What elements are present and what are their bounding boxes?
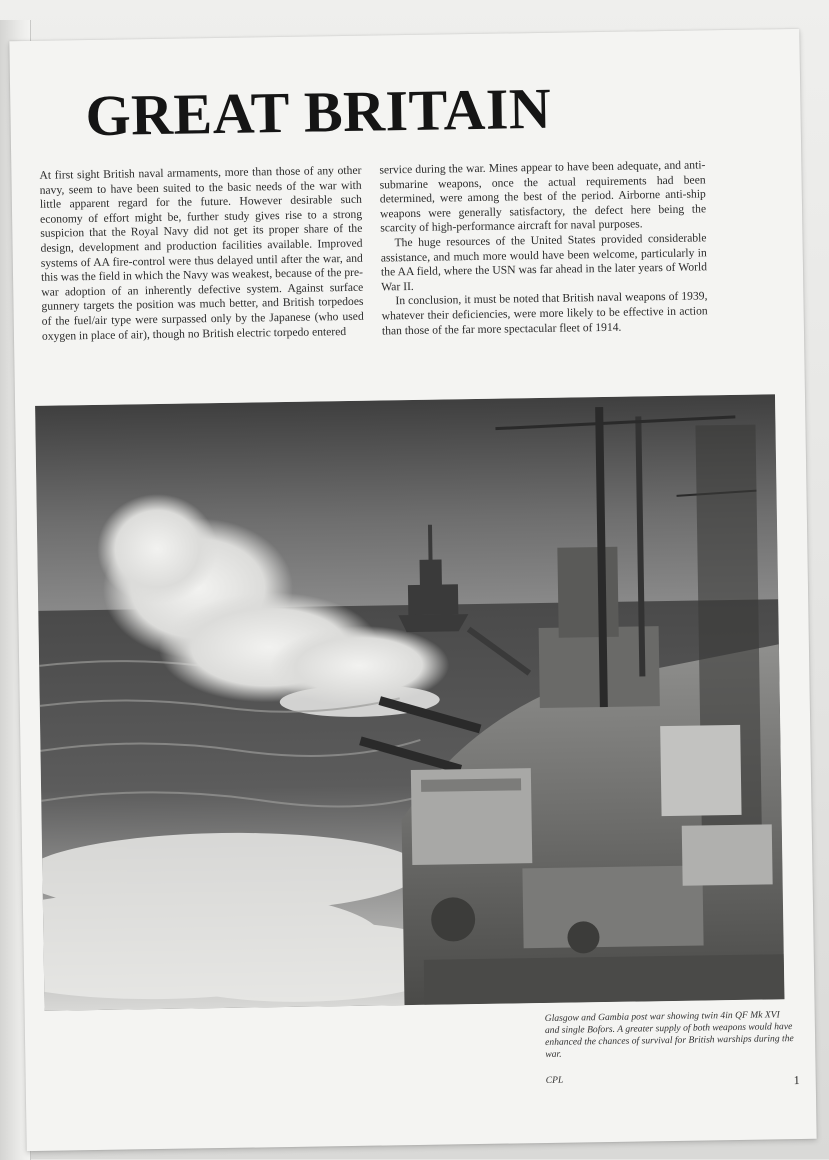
- warship-photo-illustration: [35, 394, 784, 1011]
- left-paragraph: At first sight British naval armaments, more than those of any other navy, seem to have been suited to the basic needs of the war with little apparent regard for the future. However desirable such economy of effort might be, further study gives rise to a strong suspicion that the Royal Navy did not get its proper share of the design, development and production facilities available. Improved systems of AA fire-control were thus delayed until after the war, and this was the field in which the Navy was weakest, because of the pre-war adoption of an inherently defective system. Against surface gunnery targets the position was much better, and British torpedoes of the fuel/air type were surpassed only by the Japanese (who used oxygen in place of air), though no British electric torpedo entered: [39, 163, 364, 343]
- photo-credit: CPL: [545, 1074, 564, 1086]
- right-paragraph: The huge resources of the United States provided considerable assistance, and much more would have been welcome, particularly in the AA field, where the USN was far ahead in the later years of World War II.: [380, 231, 708, 294]
- right-paragraph: service during the war. Mines appear to have been adequate, and anti-submarine weapons, once the actual requirements had been determined, were among the best of the period. Airborne anti-ship weapons were generally satisfactory, the defect here being the scarcity of high-performance aircraft for naval purposes.: [379, 158, 707, 235]
- photo-caption: Glasgow and Gambia post war showing twin 4in QF Mk XVI and single Bofors. A greater supply of both weapons would have enhanced the chances of survival for British warships during the war.: [544, 1009, 794, 1060]
- warship-photograph: [35, 394, 784, 1011]
- page-title: GREAT BRITAIN: [84, 75, 552, 149]
- page-number: 1: [793, 1072, 800, 1088]
- right-paragraph: In conclusion, it must be noted that British naval weapons of 1939, whatever their deficiencies, were more likely to be effective in action than those of the far more spectacular fleet of 1914.: [381, 289, 708, 337]
- book-page: [9, 29, 816, 1151]
- left-text-column: [39, 164, 364, 344]
- right-text-column: [379, 158, 708, 338]
